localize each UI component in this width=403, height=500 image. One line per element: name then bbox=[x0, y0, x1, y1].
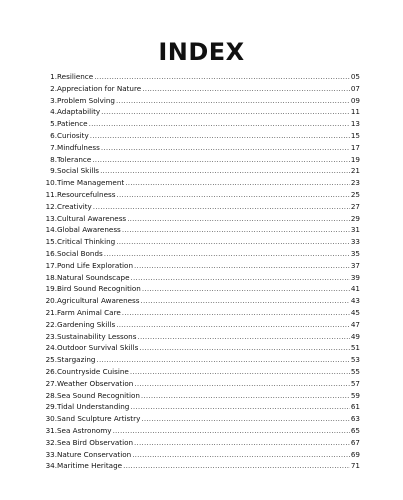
entry-number: 25. bbox=[45, 355, 57, 365]
entry-number: 3. bbox=[50, 95, 57, 105]
dot-leader bbox=[117, 189, 350, 201]
dot-leader bbox=[137, 331, 349, 343]
dot-leader bbox=[142, 83, 350, 95]
entry-page-number: 71 bbox=[350, 461, 360, 471]
entry-page-number: 11 bbox=[350, 107, 360, 117]
index-entry bbox=[42, 118, 360, 130]
dot-leader bbox=[100, 165, 350, 177]
entry-page-number: 59 bbox=[350, 390, 360, 400]
index-entry bbox=[42, 177, 360, 189]
index-entry bbox=[42, 106, 360, 118]
entry-number: 24. bbox=[45, 343, 57, 353]
entry-number: 13. bbox=[45, 213, 57, 223]
entry-number: 11. bbox=[45, 189, 57, 199]
index-entry bbox=[42, 201, 360, 213]
index-entry bbox=[42, 319, 360, 331]
entry-number: 27. bbox=[45, 378, 57, 388]
entry-page-number: 45 bbox=[350, 307, 360, 317]
entry-page-number: 67 bbox=[350, 437, 360, 447]
entry-page-number: 23 bbox=[350, 178, 360, 188]
index-entry bbox=[42, 142, 360, 154]
index-entry bbox=[42, 354, 360, 366]
index-entry bbox=[42, 342, 360, 354]
entry-label: Resourcefulness bbox=[57, 189, 116, 199]
dot-leader bbox=[116, 236, 350, 248]
entry-number: 2. bbox=[50, 83, 57, 93]
index-entry bbox=[42, 437, 360, 449]
entry-number: 28. bbox=[45, 390, 57, 400]
entry-number: 33. bbox=[45, 449, 57, 459]
index-entry bbox=[42, 295, 360, 307]
dot-leader bbox=[113, 425, 350, 437]
index-entry bbox=[42, 130, 360, 142]
entry-number: 14. bbox=[45, 225, 57, 235]
entry-number: 32. bbox=[45, 437, 57, 447]
dot-leader bbox=[94, 71, 350, 83]
entry-page-number: 15 bbox=[350, 130, 360, 140]
dot-leader bbox=[130, 401, 349, 413]
dot-leader bbox=[134, 378, 350, 390]
entry-page-number: 09 bbox=[350, 95, 360, 105]
dot-leader bbox=[104, 248, 350, 260]
index-entry bbox=[42, 260, 360, 272]
entry-number: 31. bbox=[45, 425, 57, 435]
entry-number: 19. bbox=[45, 284, 57, 294]
index-entry bbox=[42, 401, 360, 413]
dot-leader bbox=[141, 413, 350, 425]
entry-page-number: 39 bbox=[350, 272, 360, 282]
index-entry bbox=[42, 378, 360, 390]
dot-leader bbox=[141, 295, 350, 307]
entry-label: Gardening Skills bbox=[57, 319, 116, 329]
entry-label: Cultural Awareness bbox=[57, 213, 127, 223]
dot-leader bbox=[96, 354, 349, 366]
entry-page-number: 55 bbox=[350, 366, 360, 376]
index-entry bbox=[42, 460, 360, 472]
entry-number: 6. bbox=[50, 130, 57, 140]
entry-label: Resilience bbox=[57, 72, 94, 81]
entry-page-number: 13 bbox=[350, 119, 360, 129]
dot-leader bbox=[101, 142, 350, 154]
entry-number: 16. bbox=[45, 248, 57, 258]
index-entry bbox=[42, 449, 360, 461]
index-entry bbox=[42, 189, 360, 201]
entry-page-number: 61 bbox=[350, 402, 360, 412]
entry-number: 1. bbox=[50, 72, 57, 81]
index-entry bbox=[42, 425, 360, 437]
entry-number: 21. bbox=[45, 307, 57, 317]
index-list bbox=[42, 71, 360, 472]
entry-label: Natural Soundscape bbox=[57, 272, 130, 282]
dot-leader bbox=[123, 460, 350, 472]
entry-number: 4. bbox=[50, 107, 57, 117]
entry-label: Weather Observation bbox=[57, 378, 134, 388]
dot-leader bbox=[90, 130, 350, 142]
entry-number: 12. bbox=[45, 201, 57, 211]
dot-leader bbox=[116, 319, 350, 331]
entry-label: Sea Bird Observation bbox=[57, 437, 134, 447]
entry-page-number: 07 bbox=[350, 83, 360, 93]
entry-label: Sustainability Lessons bbox=[57, 331, 137, 341]
entry-label: Tolerance bbox=[57, 154, 92, 164]
entry-label: Creativity bbox=[57, 201, 92, 211]
index-entry bbox=[42, 83, 360, 95]
dot-leader bbox=[141, 390, 350, 402]
index-entry bbox=[42, 71, 360, 83]
entry-page-number: 21 bbox=[350, 166, 360, 176]
dot-leader bbox=[122, 307, 350, 319]
entry-number: 8. bbox=[50, 154, 57, 164]
index-entry bbox=[42, 154, 360, 166]
entry-number: 7. bbox=[50, 142, 57, 152]
dot-leader bbox=[142, 283, 350, 295]
entry-label: Stargazing bbox=[57, 355, 96, 365]
entry-label: Mindfulness bbox=[57, 142, 100, 152]
entry-number: 9. bbox=[50, 166, 57, 176]
dot-leader bbox=[101, 106, 350, 118]
entry-number: 17. bbox=[45, 260, 57, 270]
dot-leader bbox=[125, 177, 350, 189]
dot-leader bbox=[131, 272, 350, 284]
entry-label: Time Management bbox=[57, 178, 125, 188]
dot-leader bbox=[93, 201, 350, 213]
entry-page-number: 29 bbox=[350, 213, 360, 223]
dot-leader bbox=[127, 213, 350, 225]
entry-number: 10. bbox=[45, 178, 57, 188]
entry-page-number: 25 bbox=[350, 189, 360, 199]
index-entry bbox=[42, 248, 360, 260]
entry-label: Pond Life Exploration bbox=[57, 260, 133, 270]
entry-label: Farm Animal Care bbox=[57, 307, 121, 317]
index-entry bbox=[42, 213, 360, 225]
index-entry bbox=[42, 224, 360, 236]
index-entry bbox=[42, 390, 360, 402]
entry-label: Curiosity bbox=[57, 130, 89, 140]
dot-leader bbox=[122, 224, 350, 236]
entry-page-number: 05 bbox=[350, 72, 360, 81]
dot-leader bbox=[134, 437, 350, 449]
entry-page-number: 31 bbox=[350, 225, 360, 235]
entry-page-number: 41 bbox=[350, 284, 360, 294]
entry-label: Adaptability bbox=[57, 107, 101, 117]
entry-page-number: 47 bbox=[350, 319, 360, 329]
index-entry bbox=[42, 95, 360, 107]
dot-leader bbox=[89, 118, 350, 130]
entry-page-number: 69 bbox=[350, 449, 360, 459]
entry-page-number: 17 bbox=[350, 142, 360, 152]
entry-page-number: 33 bbox=[350, 237, 360, 247]
entry-label: Outdoor Survival Skills bbox=[57, 343, 139, 353]
entry-page-number: 51 bbox=[350, 343, 360, 353]
entry-page-number: 19 bbox=[350, 154, 360, 164]
dot-leader bbox=[132, 449, 350, 461]
entry-label: Sand Sculpture Artistry bbox=[57, 414, 141, 424]
entry-label: Bird Sound Recognition bbox=[57, 284, 141, 294]
index-entry bbox=[42, 366, 360, 378]
entry-number: 5. bbox=[50, 119, 57, 129]
dot-leader bbox=[92, 154, 350, 166]
index-entry bbox=[42, 236, 360, 248]
index-entry bbox=[42, 165, 360, 177]
entry-label: Problem Solving bbox=[57, 95, 115, 105]
entry-label: Appreciation for Nature bbox=[57, 83, 142, 93]
entry-label: Social Bonds bbox=[57, 248, 103, 258]
entry-page-number: 53 bbox=[350, 355, 360, 365]
entry-label: Countryside Cuisine bbox=[57, 366, 129, 376]
entry-page-number: 65 bbox=[350, 425, 360, 435]
entry-number: 30. bbox=[45, 414, 57, 424]
entry-label: Nature Conservation bbox=[57, 449, 132, 459]
entry-label: Sea Astronomy bbox=[57, 425, 112, 435]
entry-number: 29. bbox=[45, 402, 57, 412]
entry-label: Global Awareness bbox=[57, 225, 121, 235]
entry-number: 23. bbox=[45, 331, 57, 341]
entry-number: 34. bbox=[45, 461, 57, 471]
entry-number: 26. bbox=[45, 366, 57, 376]
entry-label: Social Skills bbox=[57, 166, 100, 176]
entry-label: Tidal Understanding bbox=[57, 402, 130, 412]
index-entry bbox=[42, 413, 360, 425]
entry-label: Critical Thinking bbox=[57, 237, 116, 247]
entry-page-number: 37 bbox=[350, 260, 360, 270]
entry-label: Sea Sound Recognition bbox=[57, 390, 140, 400]
index-entry bbox=[42, 283, 360, 295]
entry-label: Maritime Heritage bbox=[57, 461, 123, 471]
entry-label: Patience bbox=[57, 119, 88, 129]
entry-label: Agricultural Awareness bbox=[57, 296, 140, 306]
entry-page-number: 35 bbox=[350, 248, 360, 258]
entry-number: 18. bbox=[45, 272, 57, 282]
dot-leader bbox=[130, 366, 350, 378]
page-title: INDEX bbox=[158, 38, 245, 66]
index-entry bbox=[42, 331, 360, 343]
dot-leader bbox=[139, 342, 349, 354]
entry-number: 22. bbox=[45, 319, 57, 329]
dot-leader bbox=[116, 95, 350, 107]
entry-page-number: 63 bbox=[350, 414, 360, 424]
entry-page-number: 49 bbox=[350, 331, 360, 341]
entry-page-number: 43 bbox=[350, 296, 360, 306]
entry-page-number: 57 bbox=[350, 378, 360, 388]
entry-number: 15. bbox=[45, 237, 57, 247]
dot-leader bbox=[134, 260, 350, 272]
entry-page-number: 27 bbox=[350, 201, 360, 211]
entry-number: 20. bbox=[45, 296, 57, 306]
index-entry bbox=[42, 307, 360, 319]
index-entry bbox=[42, 272, 360, 284]
